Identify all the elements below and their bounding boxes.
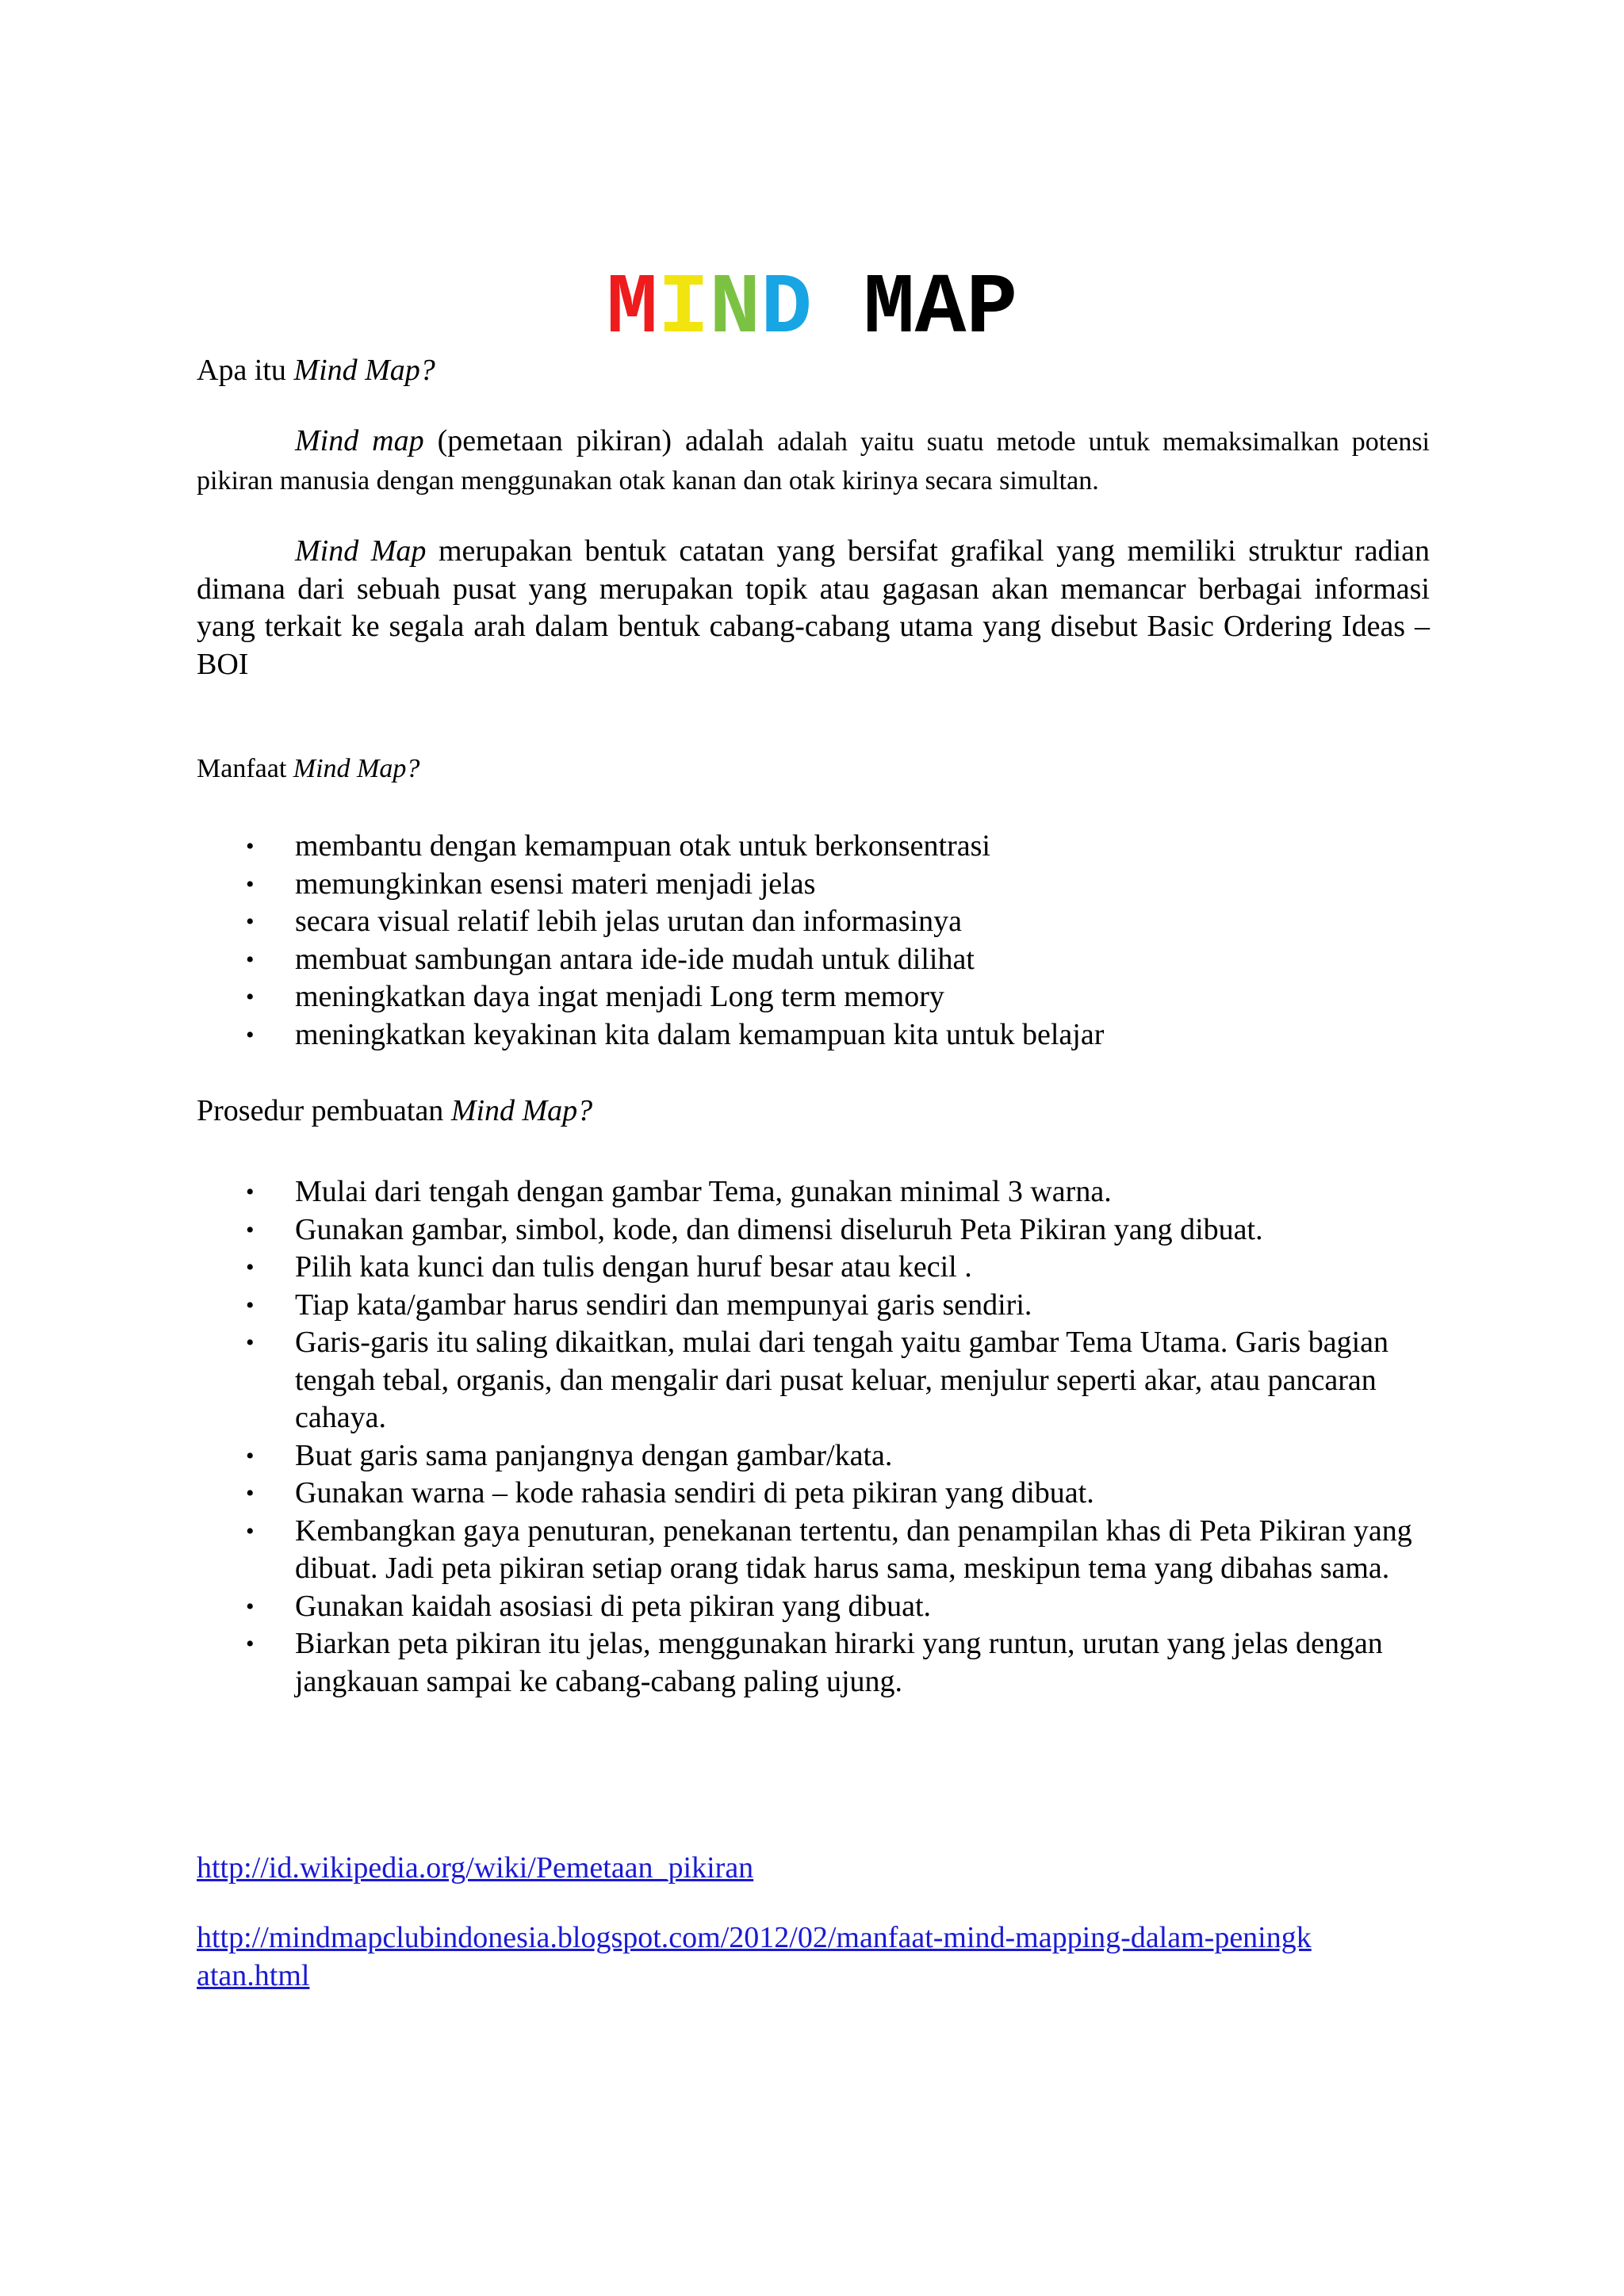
bullet-icon: •: [246, 1480, 255, 1506]
procedure-step-item: [197, 1437, 1434, 1475]
benefit-item: [197, 903, 1434, 941]
title-letter-n: N: [709, 261, 761, 358]
heading-benefits: [197, 750, 1430, 788]
definition-term: Mind map: [295, 424, 424, 457]
paragraph-definition: [197, 423, 1430, 499]
benefits-list: [197, 828, 1434, 1054]
bullet-icon: •: [246, 1179, 255, 1205]
title-letter-m: M: [606, 261, 658, 358]
reference-link-mindmapclub[interactable]: http://mindmapclubindonesia.blogspot.com/2012/02/manfaat-mind-mapping-dalam-peningkatan.html: [197, 1921, 1312, 1992]
title-letter-i: I: [657, 261, 710, 358]
procedure-step-item-text: Gunakan kaidah asosiasi di peta pikiran yang dibuat.: [295, 1589, 932, 1623]
structure-term: Mind Map: [295, 534, 427, 568]
page-title: [0, 262, 1624, 357]
references: [197, 1849, 1430, 1887]
procedure-step-item-text: Biarkan peta pikiran itu jelas, menggunakan hirarki yang runtun, urutan yang jelas dengan jangkauan sampai ke cabang-cabang paling ujung.: [295, 1627, 1383, 1698]
benefit-item-text: membantu dengan kemampuan otak untuk berkonsentrasi: [295, 829, 990, 863]
heading-what-is: [197, 351, 1430, 389]
procedure-step-item-text: Gunakan warna – kode rahasia sendiri di peta pikiran yang dibuat.: [295, 1476, 1094, 1510]
benefit-item-text: membuat sambungan antara ide-ide mudah untuk dilihat: [295, 942, 975, 976]
benefit-item: [197, 828, 1434, 866]
bullet-icon: •: [246, 1330, 255, 1356]
title-letter-d: D: [760, 261, 812, 358]
procedure-step-item-text: Garis-garis itu saling dikaitkan, mulai dari tengah yaitu gambar Tema Utama. Garis bagian tengah tebal, organis, dan mengalir dari pusat keluar, menjulur seperti akar, atau pancaran cahaya.: [295, 1326, 1389, 1434]
procedure-step-item: [197, 1588, 1434, 1626]
heading-what-is-prefix: Apa itu: [197, 354, 294, 387]
bullet-icon: •: [246, 1631, 255, 1657]
benefit-item-text: memungkinkan esensi materi menjadi jelas: [295, 867, 816, 901]
bullet-icon: •: [246, 984, 255, 1010]
reference-link-wikipedia[interactable]: http://id.wikipedia.org/wiki/Pemetaan_pikiran: [197, 1851, 754, 1885]
structure-body: merupakan bentuk catatan yang bersifat grafikal yang memiliki struktur radian dimana dari sebuah pusat yang merupakan topik atau gagasan akan memancar berbagai informasi yang terkait ke segala arah dalam bentuk cabang-cabang utama yang disebut Basic Ordering Ideas – BOI: [197, 534, 1430, 681]
heading-what-is-term: Mind Map?: [293, 354, 435, 387]
references-2: [197, 1919, 1323, 1995]
benefit-item: [197, 978, 1434, 1016]
section-benefits: [197, 750, 1430, 788]
title-rest: MAP: [812, 261, 1018, 358]
section-what-is: [197, 351, 1430, 389]
section-procedure: [197, 1092, 1430, 1130]
heading-procedure-prefix: Prosedur pembuatan: [197, 1094, 451, 1127]
procedure-step-item: [197, 1625, 1434, 1701]
heading-procedure-term: Mind Map?: [450, 1094, 593, 1127]
procedure-step-item: [197, 1211, 1434, 1249]
bullet-icon: •: [246, 1442, 255, 1469]
procedure-step-item: [197, 1513, 1434, 1588]
benefit-item: [197, 866, 1434, 904]
benefit-item-text: meningkatkan keyakinan kita dalam kemampuan kita untuk belajar: [295, 1017, 1105, 1051]
heading-benefits-term: Mind Map?: [293, 754, 420, 783]
definition-text: [197, 423, 1430, 499]
procedure-step-item-text: Gunakan gambar, simbol, kode, dan dimensi diseluruh Peta Pikiran yang dibuat.: [295, 1212, 1263, 1246]
bullet-icon: •: [246, 1292, 255, 1318]
bullet-icon: •: [246, 1593, 255, 1620]
procedure-step-item: [197, 1287, 1434, 1325]
procedure-step-item: [197, 1173, 1434, 1211]
procedure-step-item: [197, 1475, 1434, 1513]
bullet-icon: •: [246, 833, 255, 859]
bullet-icon: •: [246, 1021, 255, 1048]
benefit-item-text: secara visual relatif lebih jelas urutan dan informasinya: [295, 905, 962, 938]
procedure-step-item-text: Buat garis sama panjangnya dengan gambar/kata.: [295, 1438, 893, 1472]
heading-procedure: [197, 1092, 1430, 1130]
structure-text: [197, 533, 1430, 683]
procedure-step-item-text: Tiap kata/gambar harus sendiri dan mempunyai garis sendiri.: [295, 1288, 1032, 1322]
definition-lead: (pemetaan pikiran) adalah: [423, 424, 778, 457]
benefit-item: [197, 1016, 1434, 1054]
procedure-step-item-text: Mulai dari tengah dengan gambar Tema, gunakan minimal 3 warna.: [295, 1175, 1112, 1208]
bullet-icon: •: [246, 1216, 255, 1243]
procedure-step-item-text: Pilih kata kunci dan tulis dengan huruf besar atau kecil .: [295, 1250, 972, 1284]
procedure-step-item: [197, 1324, 1434, 1437]
bullet-icon: •: [246, 946, 255, 973]
bullet-icon: •: [246, 871, 255, 897]
benefit-item-text: meningkatkan daya ingat menjadi Long term memory: [295, 980, 944, 1013]
bullet-icon: •: [246, 1517, 255, 1544]
bullet-icon: •: [246, 909, 255, 935]
heading-benefits-prefix: Manfaat: [197, 754, 293, 783]
benefit-item: [197, 941, 1434, 979]
procedure-step-item-text: Kembangkan gaya penuturan, penekanan tertentu, dan penampilan khas di Peta Pikiran yang dibuat. Jadi peta pikiran setiap orang tidak harus sama, meskipun tema yang dibahas sama.: [295, 1513, 1412, 1585]
procedure-step-item: [197, 1249, 1434, 1287]
definition-body: adalah yaitu suatu metode untuk memaksimalkan potensi pikiran manusia dengan menggunakan otak kanan dan otak kirinya secara simultan.: [197, 427, 1430, 496]
bullet-icon: •: [246, 1254, 255, 1280]
paragraph-structure: [197, 533, 1430, 683]
procedure-list: [197, 1173, 1434, 1701]
